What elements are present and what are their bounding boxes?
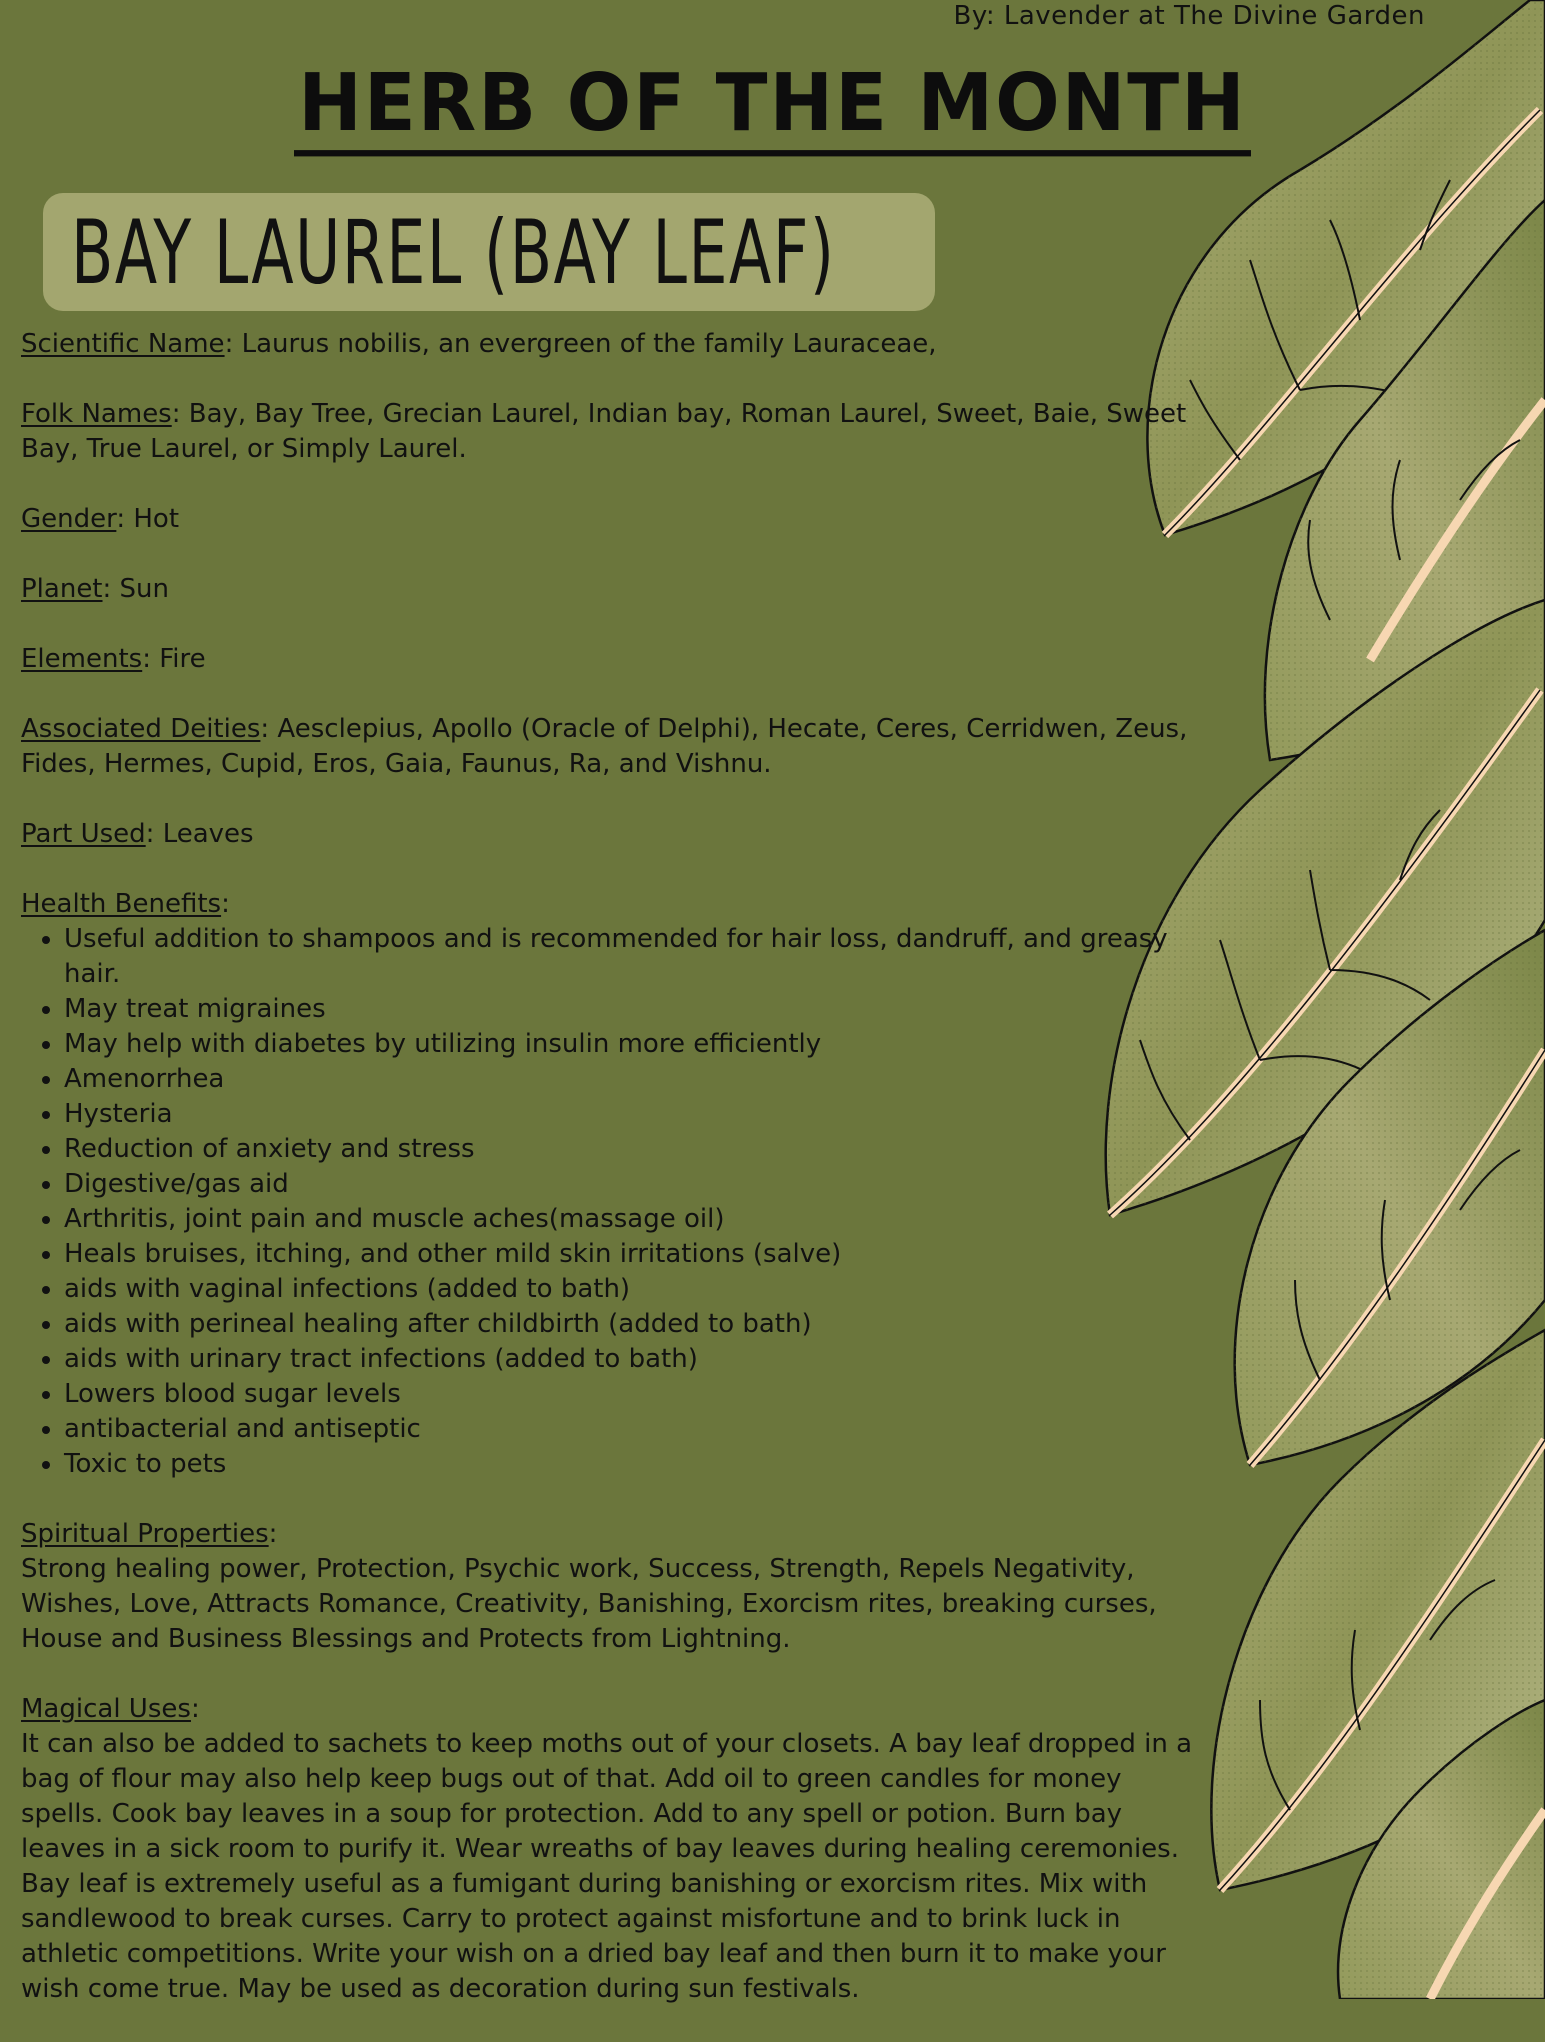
elements-row <box>21 642 1201 677</box>
part-used-row <box>21 817 1201 852</box>
part-used-value: : Leaves <box>145 819 254 849</box>
gender-row <box>21 502 1201 537</box>
scientific-name-row <box>21 327 1201 362</box>
folk-names-label: Folk Names <box>21 399 172 429</box>
health-benefits-colon: : <box>221 889 230 919</box>
spiritual-properties-label: Spiritual Properties <box>21 1519 269 1549</box>
list-item: • Amenorrhea <box>64 1062 1201 1097</box>
list-item: • May help with diabetes by utilizing insulin more efficiently <box>64 1027 1201 1062</box>
gender-label: Gender <box>21 504 117 534</box>
herb-details <box>21 327 1201 2042</box>
herb-name-banner <box>43 193 935 311</box>
scientific-name-label: Scientific Name <box>21 329 225 359</box>
list-item: • aids with urinary tract infections (added to bath) <box>64 1342 1201 1377</box>
deities-value: : Aesclepius, Apollo (Oracle of Delphi), Hecate, Ceres, Cerridwen, Zeus, Fides, Hermes, Cupid, Eros, Gaia, Faunus, Ra, and Vishnu. <box>21 714 1188 779</box>
magical-uses-label: Magical Uses <box>21 1694 191 1724</box>
magical-uses-value: It can also be added to sachets to keep moths out of your closets. A bay leaf dropped in a bag of flour may also help keep bugs out of that. Add oil to green candles for money spells. Cook bay leaves in a soup for protection. Add to any spell or potion. Burn bay leaves in a sick room to purify it. Wear wreaths of bay leaves during healing ceremonies. Bay leaf is extremely useful as a fumigant during banishing or exorcism rites. Mix with sandlewood to break curses. Carry to protect against misfortune and to brink luck in athletic competitions. Write your wish on a dried bay leaf and then burn it to make your wish come true. May be used as decoration during sun festivals. <box>21 1729 1193 2004</box>
elements-value: : Fire <box>142 644 206 674</box>
list-item: • aids with vaginal infections (added to bath) <box>64 1272 1201 1307</box>
list-item: • Useful addition to shampoos and is recommended for hair loss, dandruff, and greasy hair. <box>64 922 1201 992</box>
elements-label: Elements <box>21 644 143 674</box>
deities-row <box>21 712 1201 782</box>
deities-label: Associated Deities <box>21 714 261 744</box>
folk-names-row <box>21 397 1201 467</box>
planet-value: : Sun <box>102 574 170 604</box>
list-item: • Reduction of anxiety and stress <box>64 1132 1201 1167</box>
spiritual-properties-colon: : <box>268 1519 278 1549</box>
health-benefits-list <box>21 922 1201 1482</box>
byline: By: Lavender at The Divine Garden <box>953 1 1425 31</box>
spiritual-properties-value: Strong healing power, Protection, Psychic work, Success, Strength, Repels Negativity, Wishes, Love, Attracts Romance, Creativity, Banishing, Exorcism rites, breaking curses, House and Business Blessings and Protects from Lightning. <box>21 1554 1157 1654</box>
list-item: • Digestive/gas aid <box>64 1167 1201 1202</box>
page-title <box>0 55 1545 154</box>
list-item: • Lowers blood sugar levels <box>64 1377 1201 1412</box>
list-item: • Hysteria <box>64 1097 1201 1132</box>
magical-uses-row <box>21 1692 1201 2007</box>
gender-value: : Hot <box>116 504 180 534</box>
planet-row <box>21 572 1201 607</box>
list-item: • Heals bruises, itching, and other mild skin irritations (salve) <box>64 1237 1201 1272</box>
herb-name: BAY LAUREL (BAY LEAF) <box>71 201 836 304</box>
page-title-text: HERB OF THE MONTH <box>294 56 1251 157</box>
list-item: • May treat migraines <box>64 992 1201 1027</box>
spiritual-properties-row <box>21 1517 1201 1657</box>
list-item: • Arthritis, joint pain and muscle aches(massage oil) <box>64 1202 1201 1237</box>
list-item: • Toxic to pets <box>64 1447 1201 1482</box>
scientific-name-value: : Laurus nobilis, an evergreen of the family Lauraceae, <box>224 329 937 359</box>
health-benefits-heading <box>21 887 1201 922</box>
folk-names-value: : Bay, Bay Tree, Grecian Laurel, Indian bay, Roman Laurel, Sweet, Baie, Sweet Bay, True Laurel, or Simply Laurel. <box>21 399 1187 464</box>
magical-uses-colon: : <box>190 1694 200 1724</box>
part-used-label: Part Used <box>21 819 146 849</box>
list-item: • aids with perineal healing after childbirth (added to bath) <box>64 1307 1201 1342</box>
planet-label: Planet <box>21 574 103 604</box>
list-item: • antibacterial and antiseptic <box>64 1412 1201 1447</box>
health-benefits-label: Health Benefits <box>21 889 222 919</box>
